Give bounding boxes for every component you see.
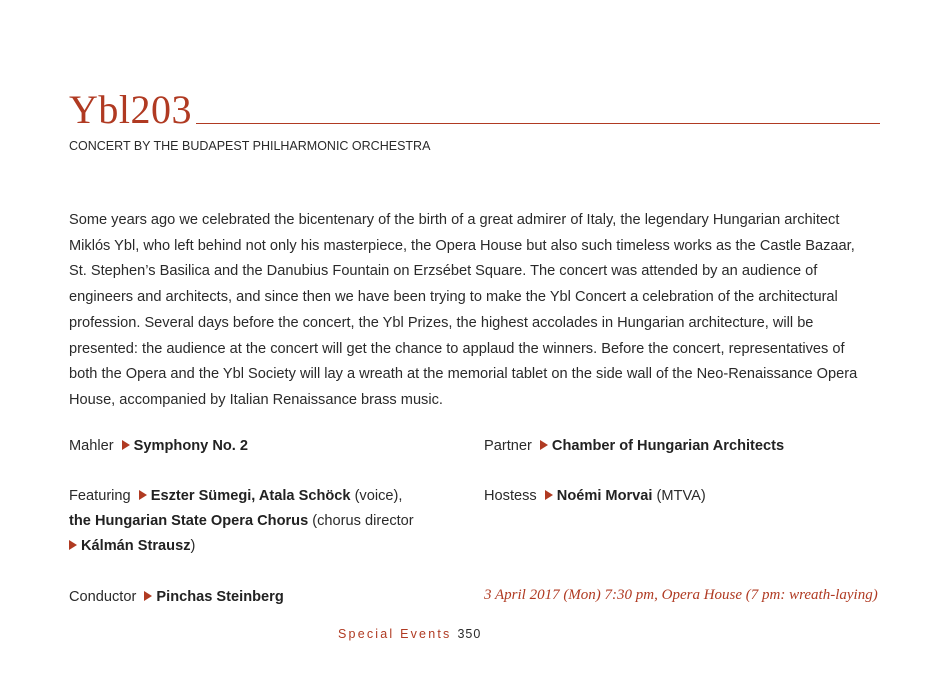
triangle-right-icon	[540, 440, 548, 450]
triangle-right-icon	[144, 591, 152, 601]
triangle-right-icon	[122, 440, 130, 450]
conductor-label: Conductor	[69, 589, 137, 605]
triangle-right-icon	[69, 540, 77, 550]
chorus-director-name: Kálmán Strausz	[81, 538, 191, 554]
triangle-right-icon	[139, 490, 147, 500]
chorus-name: the Hungarian State Opera Chorus	[69, 513, 309, 529]
page-number: 350	[457, 627, 482, 641]
description-paragraph: Some years ago we celebrated the bicentenary of the birth of a great admirer of Italy, the legendary Hungarian architect Miklós Ybl, who left behind not only his masterpiece, the Opera House but also such timeless works as the Castle Bazaar, St. Stephen’s Basilica and the Danubius Fountain on Erzsébet Square. The concert was attended by an audience of engineers and architects, and since then we have been trying to make the Ybl Concert a celebration of the architectural profession. Several days before the concert, the Ybl Prizes, the highest accolades in Hungarian architecture, will be presented: the audience at the concert will get the chance to applaud the winners. Before the concert, representatives of both the Opera and the Ybl Society will lay a wreath at the memorial tablet on the side wall of the Neo-Renaissance Opera House, accompanied by Italian Renaissance brass music.	[69, 212, 858, 408]
mahler-label: Mahler	[69, 438, 114, 454]
partner-label: Partner	[484, 438, 532, 454]
featuring-voice: (voice),	[350, 488, 403, 504]
title-rule	[196, 123, 880, 124]
event-date: 3 April 2017 (Mon) 7:30 pm, Opera House (7 pm: wreath-laying)	[484, 587, 878, 603]
featuring-block	[69, 484, 429, 559]
chorus-close: )	[190, 538, 196, 554]
hostess-value: Noémi Morvai	[556, 488, 653, 504]
conductor-line	[69, 585, 284, 610]
hostess-line	[484, 484, 706, 509]
mahler-line	[69, 434, 248, 459]
footer-section: Special Events	[338, 627, 452, 641]
conductor-value: Pinchas Steinberg	[156, 589, 284, 605]
chorus-director-text: (chorus director	[308, 513, 414, 529]
partner-line	[484, 434, 784, 459]
mahler-value: Symphony No. 2	[133, 438, 249, 454]
partner-value: Chamber of Hungarian Architects	[551, 438, 785, 454]
page-subtitle: CONCERT BY THE BUDAPEST PHILHARMONIC ORCHESTRA	[69, 139, 431, 153]
featuring-value: Eszter Sümegi, Atala Schöck	[150, 488, 351, 504]
page-title: Ybl203	[69, 87, 192, 132]
page-footer	[338, 627, 481, 641]
hostess-label: Hostess	[484, 488, 537, 504]
featuring-label: Featuring	[69, 488, 131, 504]
triangle-right-icon	[545, 490, 553, 500]
hostess-note: (MTVA)	[652, 488, 706, 504]
